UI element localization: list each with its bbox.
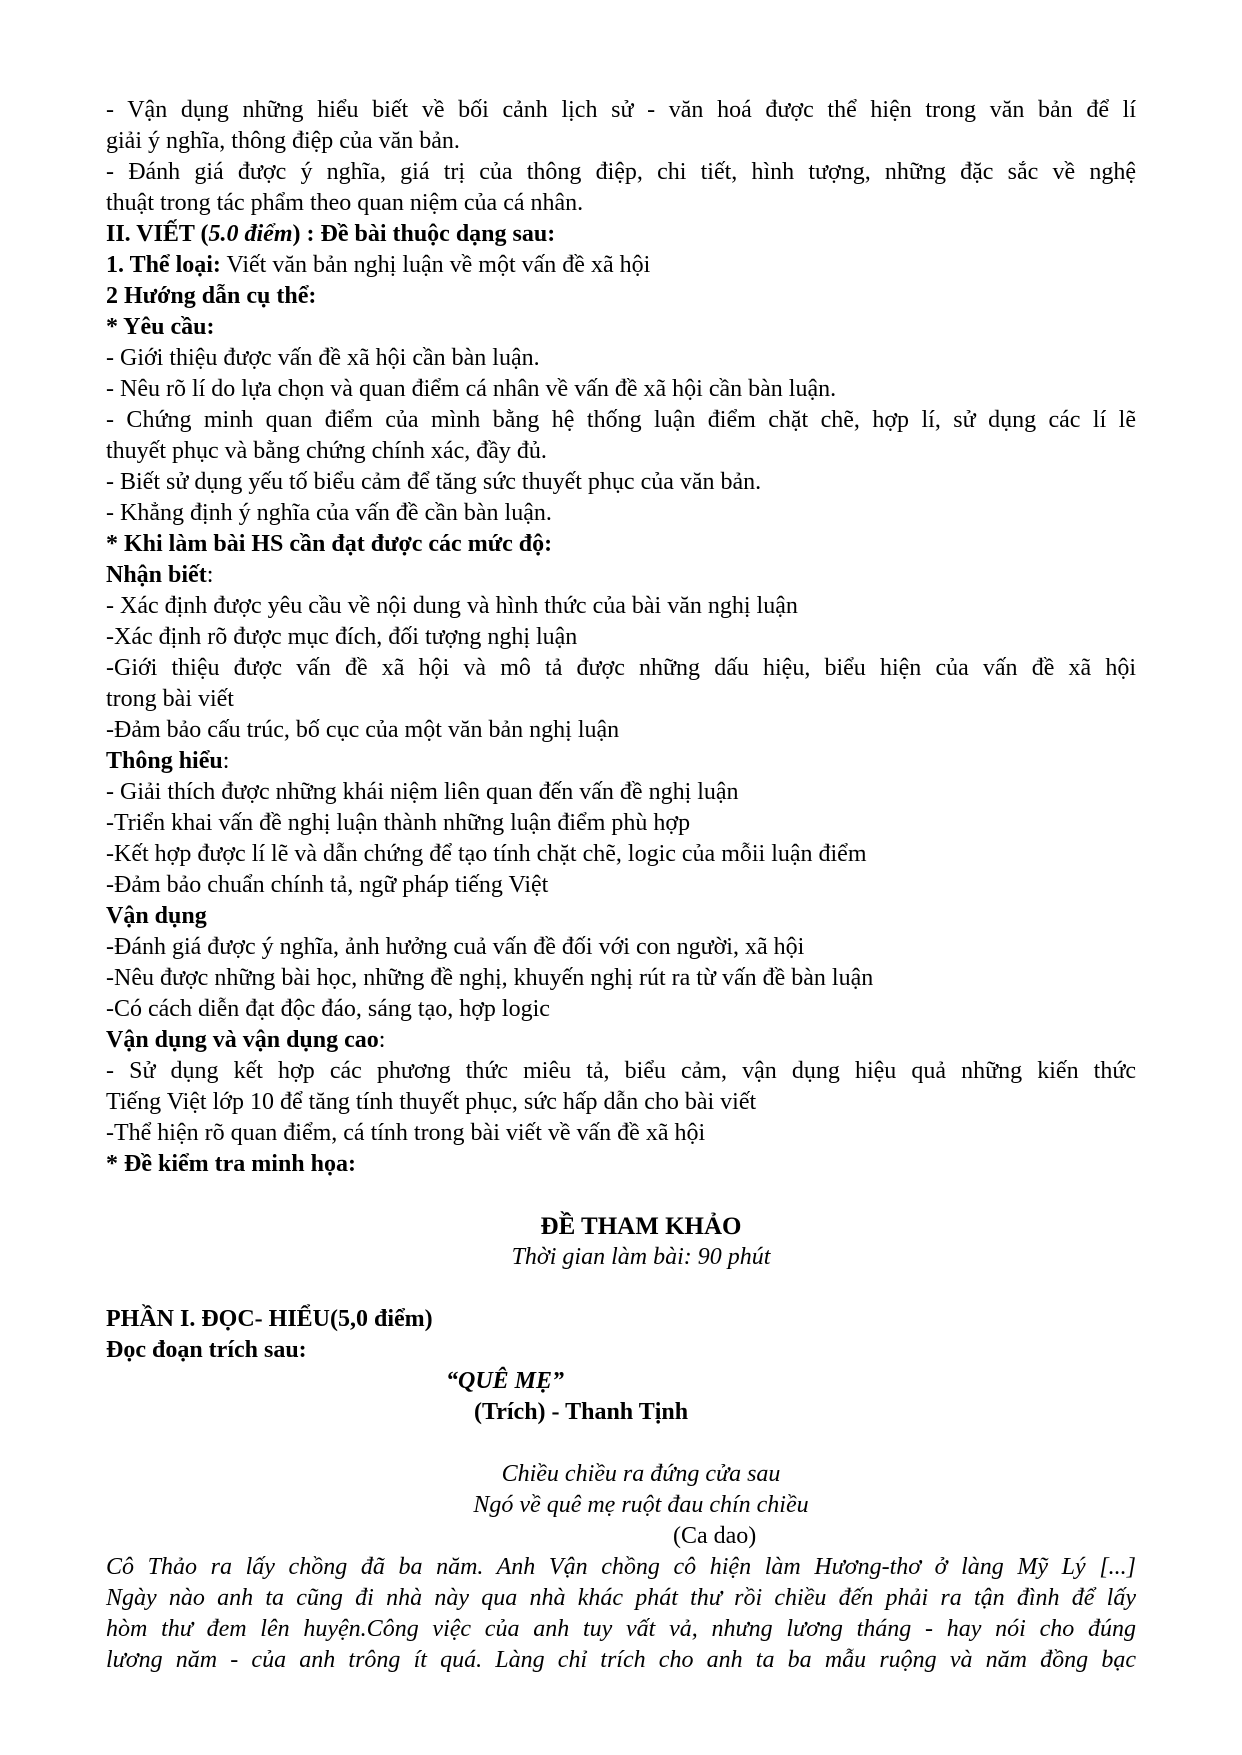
level-title <box>106 1025 1136 1056</box>
genre-label: 1. Thể loại: <box>106 252 221 278</box>
section-heading-b: ) : Đề bài thuộc dạng sau: <box>292 221 556 247</box>
level-line: trong bài viết <box>106 686 234 712</box>
section-heading-a: II. VIẾT ( <box>106 221 209 247</box>
level-line: -Đảm bảo cấu trúc, bố cục của một văn bản nghị luận <box>106 717 620 743</box>
level-line: - Xác định được yêu cầu về nội dung và hình thức của bài văn nghị luận <box>106 593 798 619</box>
level-title <box>106 901 1136 932</box>
poem-line: Chiều chiều ra đứng cửa sau <box>501 1461 781 1487</box>
spacer <box>106 1273 1136 1304</box>
exam-time: Thời gian làm bài: 90 phút <box>511 1244 771 1270</box>
level-line: -Kết hợp được lí lẽ và dẫn chứng để tạo tính chặt chẽ, logic của mỗii luận điểm <box>106 841 867 867</box>
level-line: -Có cách diễn đạt độc đáo, sáng tạo, hợp logic <box>106 996 550 1022</box>
level-block <box>106 1025 1136 1149</box>
work-byline: (Trích) - Thanh Tịnh <box>474 1399 689 1425</box>
levels-heading: * Khi làm bài HS cần đạt được các mức độ: <box>106 531 553 557</box>
level-line: -Đánh giá được ý nghĩa, ảnh hưởng cuả vấn đề đối với con người, xã hội <box>106 934 805 960</box>
level-line: -Xác định rõ được mục đích, đối tượng nghị luận <box>106 624 578 650</box>
requirement-line: thuyết phục và bằng chứng chính xác, đầy đủ. <box>106 438 547 464</box>
requirement-line: - Chứng minh quan điểm của mình bằng hệ thống luận điểm chặt chẽ, hợp lí, sử dụng các lí lẽ <box>106 407 1136 433</box>
guide-heading: 2 Hướng dẫn cụ thể: <box>106 283 317 309</box>
sample-exam-heading: * Đề kiểm tra minh họa: <box>106 1151 356 1177</box>
level-name: Vận dụng <box>106 903 207 929</box>
level-title <box>106 746 1136 777</box>
level-title <box>106 560 1136 591</box>
requirement-line: - Giới thiệu được vấn đề xã hội cần bàn luận. <box>106 345 540 371</box>
read-instruction: Đọc đoạn trích sau: <box>106 1337 307 1363</box>
intro-line: - Vận dụng những hiểu biết về bối cảnh lịch sử - văn hoá được thể hiện trong văn bản để lí <box>106 97 1136 123</box>
level-suffix: : <box>206 562 214 588</box>
level-block <box>106 901 1136 1025</box>
intro-line: giải ý nghĩa, thông điệp của văn bản. <box>106 128 460 154</box>
genre-line <box>106 250 1136 281</box>
spacer <box>106 1428 1136 1459</box>
spacer <box>106 1180 1136 1211</box>
poem-line: Ngó về quê mẹ ruột đau chín chiều <box>473 1492 809 1518</box>
level-name: Thông hiểu <box>106 748 223 774</box>
document-page <box>106 95 1136 1676</box>
level-block <box>106 560 1136 746</box>
level-line: -Thể hiện rõ quan điểm, cá tính trong bài viết về vấn đề xã hội <box>106 1120 706 1146</box>
passage-line: Ngày nào anh ta cũng đi nhà này qua nhà khác phát thư rồi chiều đến phải ra tận đình để lấy <box>106 1585 1136 1611</box>
level-line: -Triển khai vấn đề nghị luận thành những luận điểm phù hợp <box>106 810 691 836</box>
intro-line: thuật trong tác phẩm theo quan niệm của cá nhân. <box>106 190 584 216</box>
intro-block <box>106 95 1136 219</box>
passage-line: Cô Thảo ra lấy chồng đã ba năm. Anh Vận chồng cô hiện làm Hương-thơ ở làng Mỹ Lý [...] <box>106 1554 1136 1580</box>
section-heading <box>106 219 1136 250</box>
section-heading-points: 5.0 điểm <box>208 221 293 247</box>
genre-text: Viết văn bản nghị luận về một vấn đề xã hội <box>220 252 651 278</box>
level-suffix: : <box>378 1027 386 1053</box>
requirement-line: - Nêu rõ lí do lựa chọn và quan điểm cá nhân về vấn đề xã hội cần bàn luận. <box>106 376 837 402</box>
level-line: -Giới thiệu được vấn đề xã hội và mô tả được những dấu hiệu, biểu hiện của vấn đề xã hội <box>106 655 1136 681</box>
level-line: -Đảm bảo chuẩn chính tả, ngữ pháp tiếng Việt <box>106 872 549 898</box>
requirement-line: - Biết sử dụng yếu tố biểu cảm để tăng sức thuyết phục của văn bản. <box>106 469 762 495</box>
level-line: - Sử dụng kết hợp các phương thức miêu tả, biểu cảm, vận dụng hiệu quả những kiến thức <box>106 1058 1136 1084</box>
level-name: Nhận biết <box>106 562 207 588</box>
requirements-list <box>106 343 1136 529</box>
level-suffix: : <box>222 748 230 774</box>
passage <box>106 1552 1136 1676</box>
part1-heading: PHẦN I. ĐỌC- HIỂU(5,0 điểm) <box>106 1306 433 1332</box>
requirement-line: - Khẳng định ý nghĩa của vấn đề cần bàn luận. <box>106 500 552 526</box>
poem-source: (Ca dao) <box>673 1523 757 1549</box>
exam-title: ĐỀ THAM KHẢO <box>540 1213 742 1240</box>
level-block <box>106 746 1136 901</box>
level-name: Vận dụng và vận dụng cao <box>106 1027 379 1053</box>
level-line: -Nêu được những bài học, những đề nghị, khuyến nghị rút ra từ vấn đề bàn luận <box>106 965 874 991</box>
level-line: Tiếng Việt lớp 10 để tăng tính thuyết phục, sức hấp dẫn cho bài viết <box>106 1089 757 1115</box>
level-line: - Giải thích được những khái niệm liên quan đến vấn đề nghị luận <box>106 779 739 805</box>
intro-line: - Đánh giá được ý nghĩa, giá trị của thông điệp, chi tiết, hình tượng, những đặc sắc về nghệ <box>106 159 1136 185</box>
requirements-heading: * Yêu cầu: <box>106 314 215 340</box>
passage-line: lương năm - của anh trông ít quá. Làng chỉ trích cho anh ta ba mẫu ruộng và năm đồng bạc <box>106 1647 1136 1673</box>
work-title: “QUÊ MẸ” <box>446 1368 565 1394</box>
passage-line: hòm thư đem lên huyện.Công việc của anh tuy vất vả, nhưng lương tháng - hay nói cho đúng <box>106 1616 1136 1642</box>
